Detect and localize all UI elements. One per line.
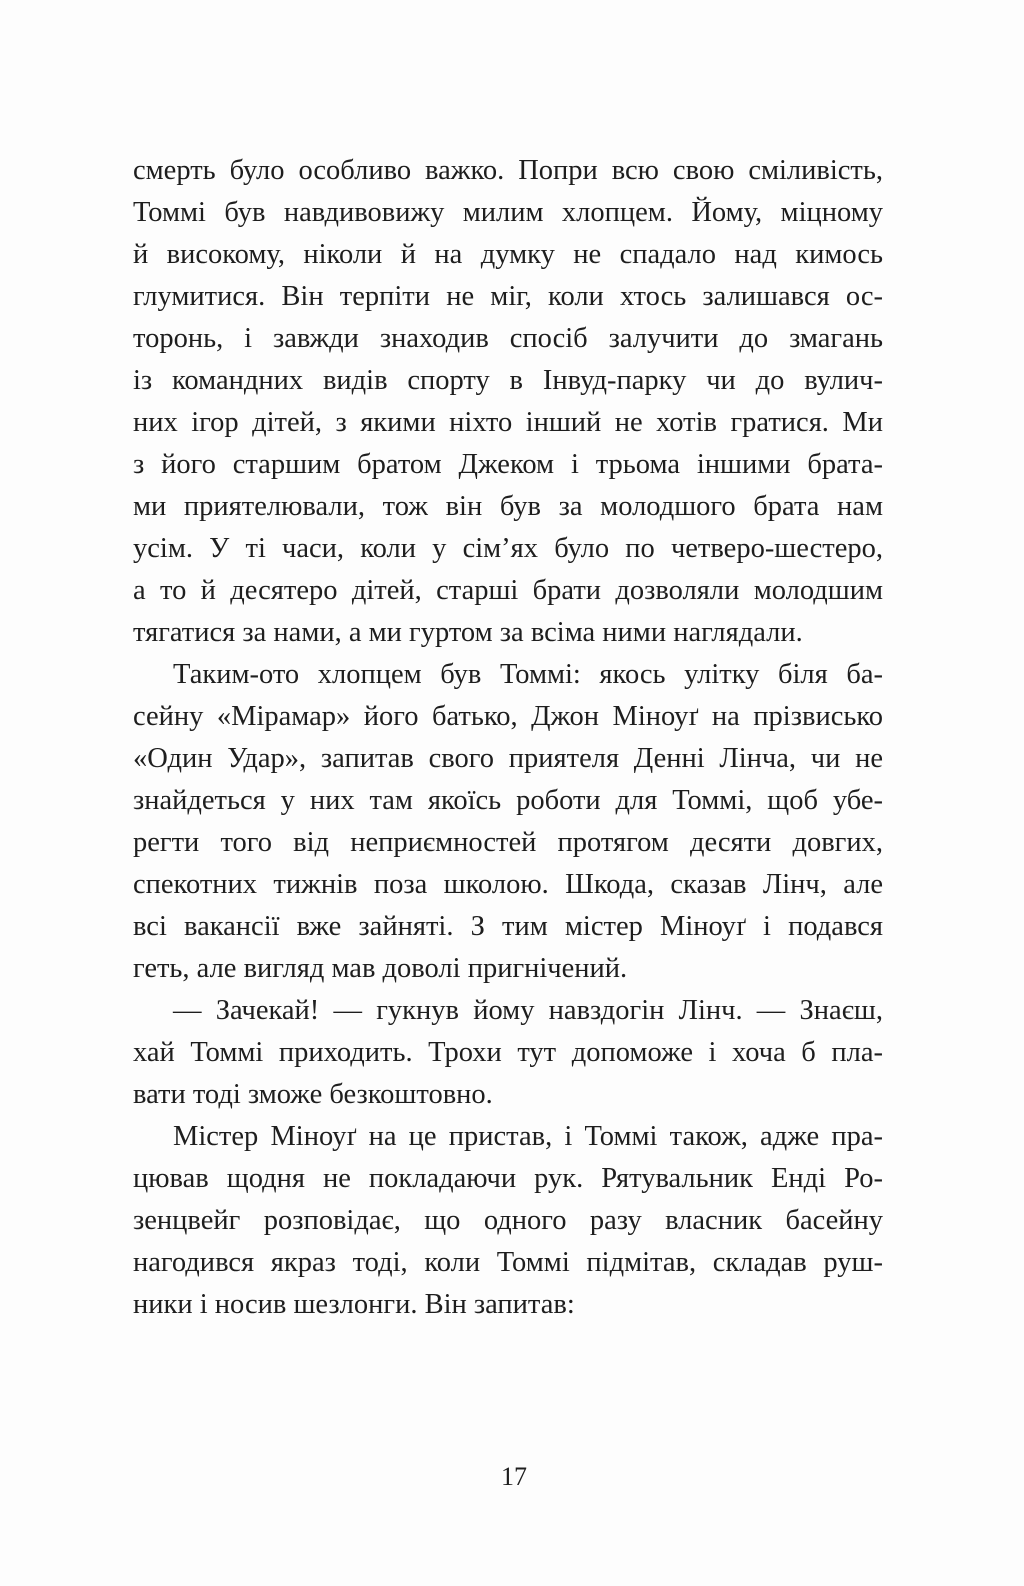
text-line: а то й десятеро дітей, старші брати дозволяли молодшим [133, 575, 883, 606]
text-line: глумитися. Він терпіти не міг, коли хтось залишався ос- [133, 281, 883, 312]
text-line: зенцвейг розповідає, що одного разу власник басейну [133, 1205, 883, 1236]
text-line: Таким-ото хлопцем був Томмі: якось улітку біля ба- [173, 659, 883, 690]
page-number: 17 [501, 1462, 527, 1491]
text-line: й високому, ніколи й на думку не спадало над кимось [133, 239, 883, 270]
text-line: з його старшим братом Джеком і трьома іншими брата- [133, 449, 883, 480]
text-line: всі вакансії вже зайняті. З тим містер Міноуґ і подався [133, 911, 883, 942]
text-line: із командних видів спорту в Інвуд-парку чи до вулич- [133, 365, 883, 396]
text-line: хай Томмі приходить. Трохи тут допоможе і хоча б пла- [133, 1037, 883, 1068]
text-line: нагодився якраз тоді, коли Томмі підмітав, складав руш- [133, 1247, 883, 1278]
body-text [133, 150, 883, 1326]
text-line: «Один Удар», запитав свого приятеля Денні Лінча, чи не [133, 743, 883, 774]
text-line: знайдеться у них там якоїсь роботи для Томмі, щоб убе- [133, 785, 883, 816]
text-line: геть, але вигляд мав доволі пригнічений. [133, 953, 628, 984]
text-line: тягатися за нами, а ми гуртом за всіма ними наглядали. [133, 617, 803, 648]
text-line: них ігор дітей, з якими ніхто інший не хотів гратися. Ми [133, 407, 883, 438]
text-line: Томмі був навдивовижу милим хлопцем. Йому, міцному [133, 197, 883, 228]
text-line: цював щодня не покладаючи рук. Рятувальник Енді Ро- [133, 1163, 883, 1194]
text-line: смерть було особливо важко. Попри всю свою сміливість, [133, 155, 883, 186]
text-line: сейну «Мірамар» його батько, Джон Міноуґ на прізвисько [133, 701, 883, 732]
text-line: усім. У ті часи, коли у сім’ях було по четверо-шестеро, [133, 533, 883, 564]
text-line: регти того від неприємностей протягом десяти довгих, [133, 827, 883, 858]
text-line: спекотних тижнів поза школою. Шкода, сказав Лінч, але [133, 869, 883, 900]
text-line: — Зачекай! — гукнув йому навздогін Лінч. — Знаєш, [173, 995, 883, 1026]
text-line: Містер Міноуґ на це пристав, і Томмі також, адже пра- [173, 1121, 883, 1152]
text-line: ми приятелювали, тож він був за молодшого брата нам [133, 491, 883, 522]
text-line: ники і носив шезлонги. Він запитав: [133, 1289, 575, 1320]
text-line: торонь, і завжди знаходив спосіб залучити до змагань [133, 323, 883, 354]
text-line: вати тоді зможе безкоштовно. [133, 1079, 493, 1110]
